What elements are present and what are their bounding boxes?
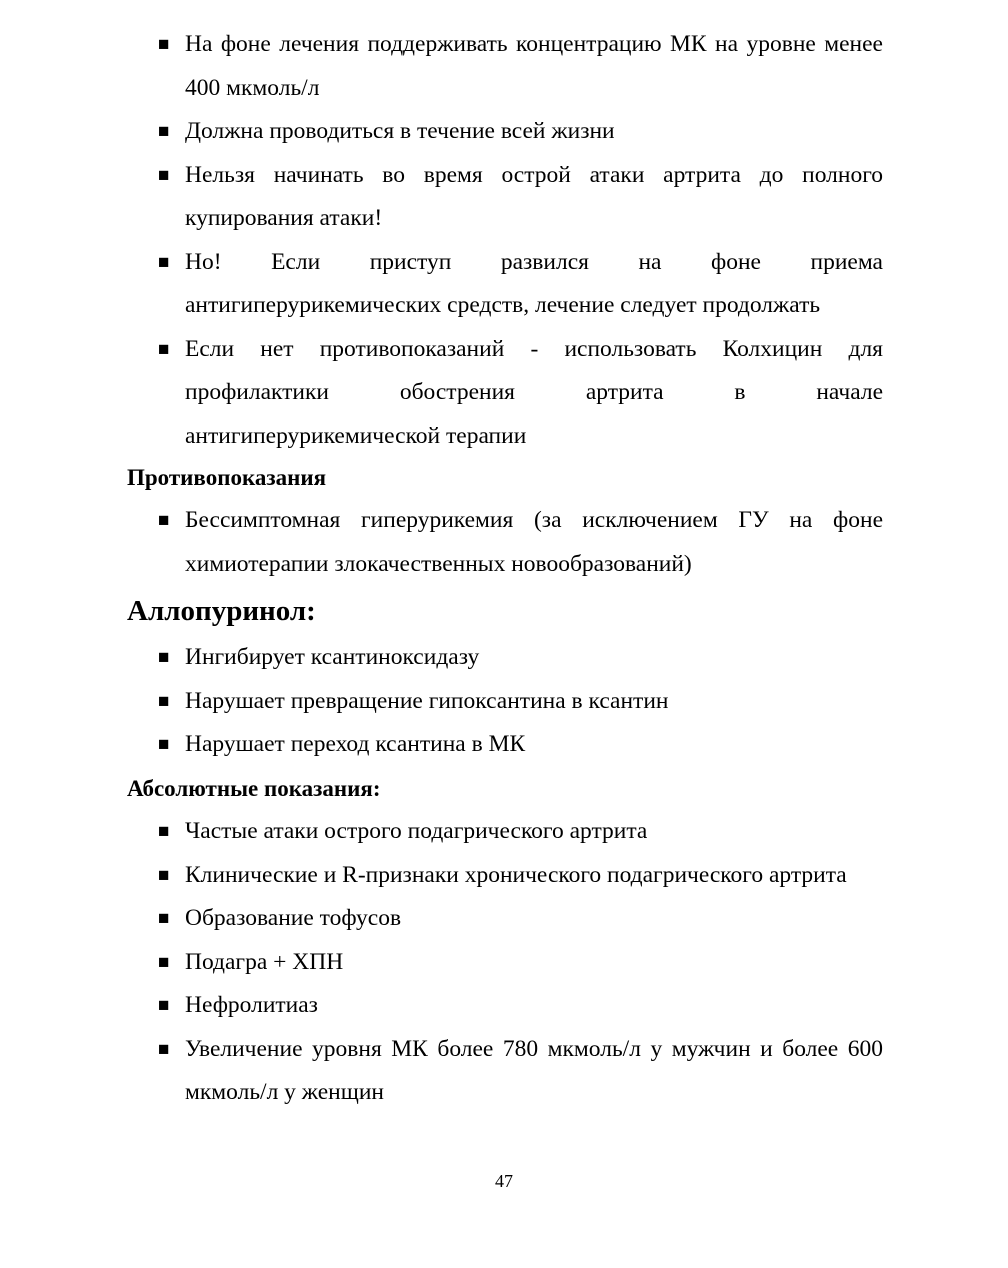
list-item-text: Если нет противопоказаний - использовать Колхицин для профилактики обострения артрита в начале антигиперурикемической терапии [185, 335, 883, 449]
list-item-text: Должна проводиться в течение всей жизни [185, 118, 615, 144]
list-item-text: Нарушает переход ксантина в МК [185, 731, 526, 757]
list-item-text: Частые атаки острого подагрического артрита [185, 818, 648, 844]
contraindications-heading: Противопоказания [127, 465, 327, 490]
bullet-icon: ■ [158, 164, 170, 186]
bullet-icon: ■ [158, 251, 170, 273]
list-item [0, 897, 1008, 941]
intro-list-block [0, 23, 1008, 458]
bullet-icon: ■ [158, 1038, 170, 1060]
list-item [0, 328, 1008, 459]
list-item [0, 110, 1008, 154]
list-item-text: Увеличение уровня МК более 780 мкмоль/л у мужчин и более 600 мкмоль/л у женщин [185, 1035, 883, 1105]
list-item-text: Ингибирует ксантиноксидазу [185, 644, 480, 670]
list-item [0, 723, 1008, 767]
list-item [0, 636, 1008, 680]
allopurinol-list [0, 636, 1008, 767]
bullet-icon: ■ [158, 995, 170, 1016]
allopurinol-block [0, 636, 1008, 767]
list-item [0, 499, 1008, 586]
contraindications-block [0, 499, 1008, 586]
list-item [0, 1028, 1008, 1115]
bullet-icon: ■ [158, 951, 170, 973]
intro-list [0, 23, 1008, 458]
allopurinol-heading: Аллопуринол: [127, 595, 316, 627]
bullet-icon: ■ [158, 34, 170, 55]
bullet-icon: ■ [158, 510, 170, 531]
contraindications-list [0, 499, 1008, 586]
list-item [0, 154, 1008, 241]
list-item-text: На фоне лечения поддерживать концентрацию МК на уровне менее 400 мкмоль/л [185, 31, 883, 101]
absolute-indications-block [0, 810, 1008, 1115]
list-item-text: Но! Если приступ развился на фоне приема антигиперурикемических средств, лечение следует продолжать [185, 248, 883, 318]
list-item-text: Бессимптомная гиперурикемия (за исключением ГУ на фоне химиотерапии злокачественных новообразований) [185, 507, 883, 577]
list-item [0, 241, 1008, 328]
list-item-text: Подагра + ХПН [185, 948, 344, 975]
bullet-icon: ■ [158, 121, 170, 142]
bullet-icon: ■ [158, 690, 170, 712]
list-item [0, 941, 1008, 985]
absolute-indications-list [0, 810, 1008, 1115]
bullet-icon: ■ [158, 908, 170, 929]
list-item [0, 984, 1008, 1028]
list-item-text: Нарушает превращение гипоксантина в ксантин [185, 687, 669, 714]
list-item-text: Клинические и R-признаки хронического подагрического артрита [185, 861, 847, 888]
absolute-indications-heading: Абсолютные показания: [127, 776, 381, 801]
bullet-icon: ■ [158, 821, 170, 842]
bullet-icon: ■ [158, 734, 170, 755]
list-item-text: Нефролитиаз [185, 992, 318, 1018]
list-item [0, 810, 1008, 854]
bullet-icon: ■ [158, 338, 170, 360]
bullet-icon: ■ [158, 647, 170, 668]
bullet-icon: ■ [158, 864, 170, 886]
list-item-text: Нельзя начинать во время острой атаки артрита до полного купирования атаки! [185, 161, 883, 231]
list-item [0, 854, 1008, 898]
list-item [0, 23, 1008, 110]
page-number: 47 [495, 1171, 513, 1191]
list-item-text: Образование тофусов [185, 905, 402, 931]
list-item [0, 680, 1008, 724]
